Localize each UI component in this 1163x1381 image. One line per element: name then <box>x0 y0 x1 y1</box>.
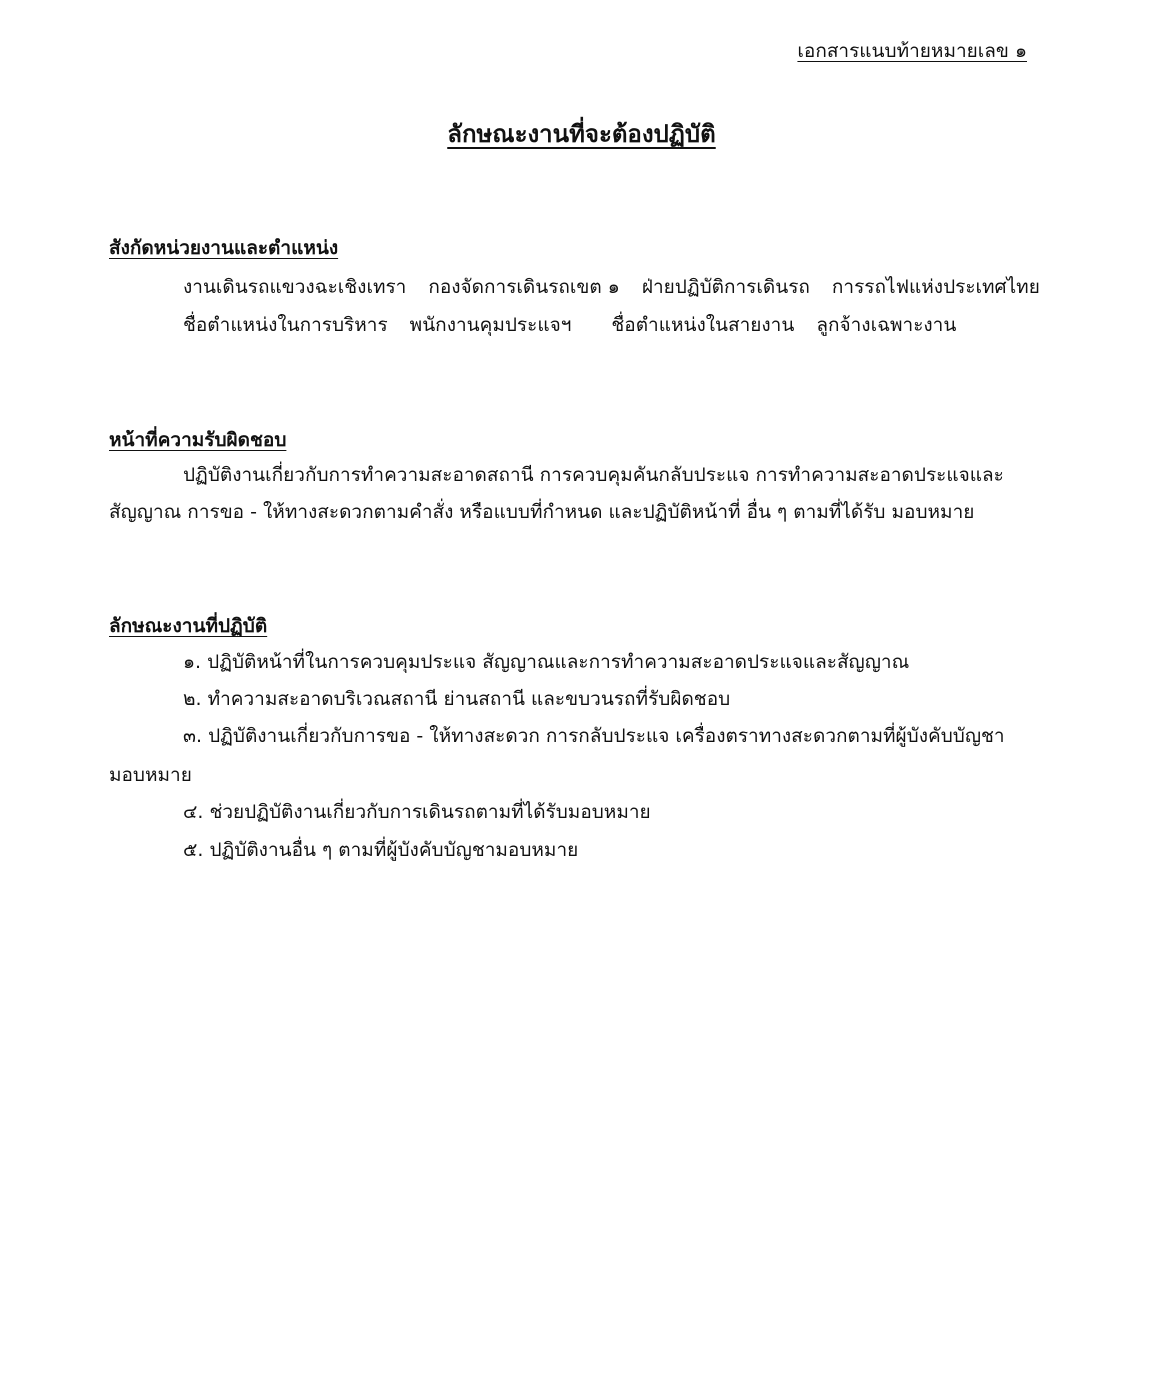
affiliation-heading: สังกัดหน่วยงานและตำแหน่ง <box>109 237 339 259</box>
task-item-4: ๔. ช่วยปฏิบัติงานเกี่ยวกับการเดินรถตามที่ได้รับมอบหมาย <box>183 801 651 823</box>
affiliation-org-line <box>183 272 1040 302</box>
task-item-3: ๓. ปฏิบัติงานเกี่ยวกับการขอ - ให้ทางสะดวก การกลับประแจ เครื่องตราทางสะดวกตามที่ผู้บังคับบัญชา <box>183 725 1005 747</box>
org-unit: งานเดินรถแขวงฉะเชิงเทรา <box>183 276 407 298</box>
task-item-1: ๑. ปฏิบัติหน้าที่ในการควบคุมประแจ สัญญาณและการทำความสะอาดประแจและสัญญาณ <box>183 651 910 673</box>
line-position-value: ลูกจ้างเฉพาะงาน <box>816 314 957 336</box>
duties-line-2: สัญญาณ การขอ - ให้ทางสะดวกตามคำสั่ง หรือแบบที่กำหนด และปฏิบัติหน้าที่ อื่น ๆ ตามที่ได้รับ มอบหมาย <box>109 501 975 523</box>
admin-position-label: ชื่อตำแหน่งในการบริหาร <box>183 314 388 336</box>
duties-heading: หน้าที่ความรับผิดชอบ <box>109 429 287 451</box>
document-title: ลักษณะงานที่จะต้องปฏิบัติ <box>447 120 716 148</box>
org-division: กองจัดการเดินรถเขต ๑ <box>428 276 620 298</box>
org-agency: การรถไฟแห่งประเทศไทย <box>831 276 1040 298</box>
admin-position-value: พนักงานคุมประแจฯ <box>409 314 572 336</box>
task-item-2: ๒. ทำความสะอาดบริเวณสถานี ย่านสถานี และขบวนรถที่รับผิดชอบ <box>183 688 731 710</box>
task-item-3-continuation: มอบหมาย <box>109 764 192 786</box>
org-department: ฝ่ายปฏิบัติการเดินรถ <box>641 276 810 298</box>
task-item-5: ๕. ปฏิบัติงานอื่น ๆ ตามที่ผู้บังคับบัญชามอบหมาย <box>183 839 579 861</box>
tasks-heading: ลักษณะงานที่ปฏิบัติ <box>109 615 268 637</box>
affiliation-position-line <box>183 310 956 340</box>
line-position-label: ชื่อตำแหน่งในสายงาน <box>611 314 795 336</box>
document-reference: เอกสารแนบท้ายหมายเลข ๑ <box>797 40 1027 62</box>
duties-line-1: ปฏิบัติงานเกี่ยวกับการทำความสะอาดสถานี การควบคุมคันกลับประแจ การทำความสะอาดประแจและ <box>183 464 1004 486</box>
